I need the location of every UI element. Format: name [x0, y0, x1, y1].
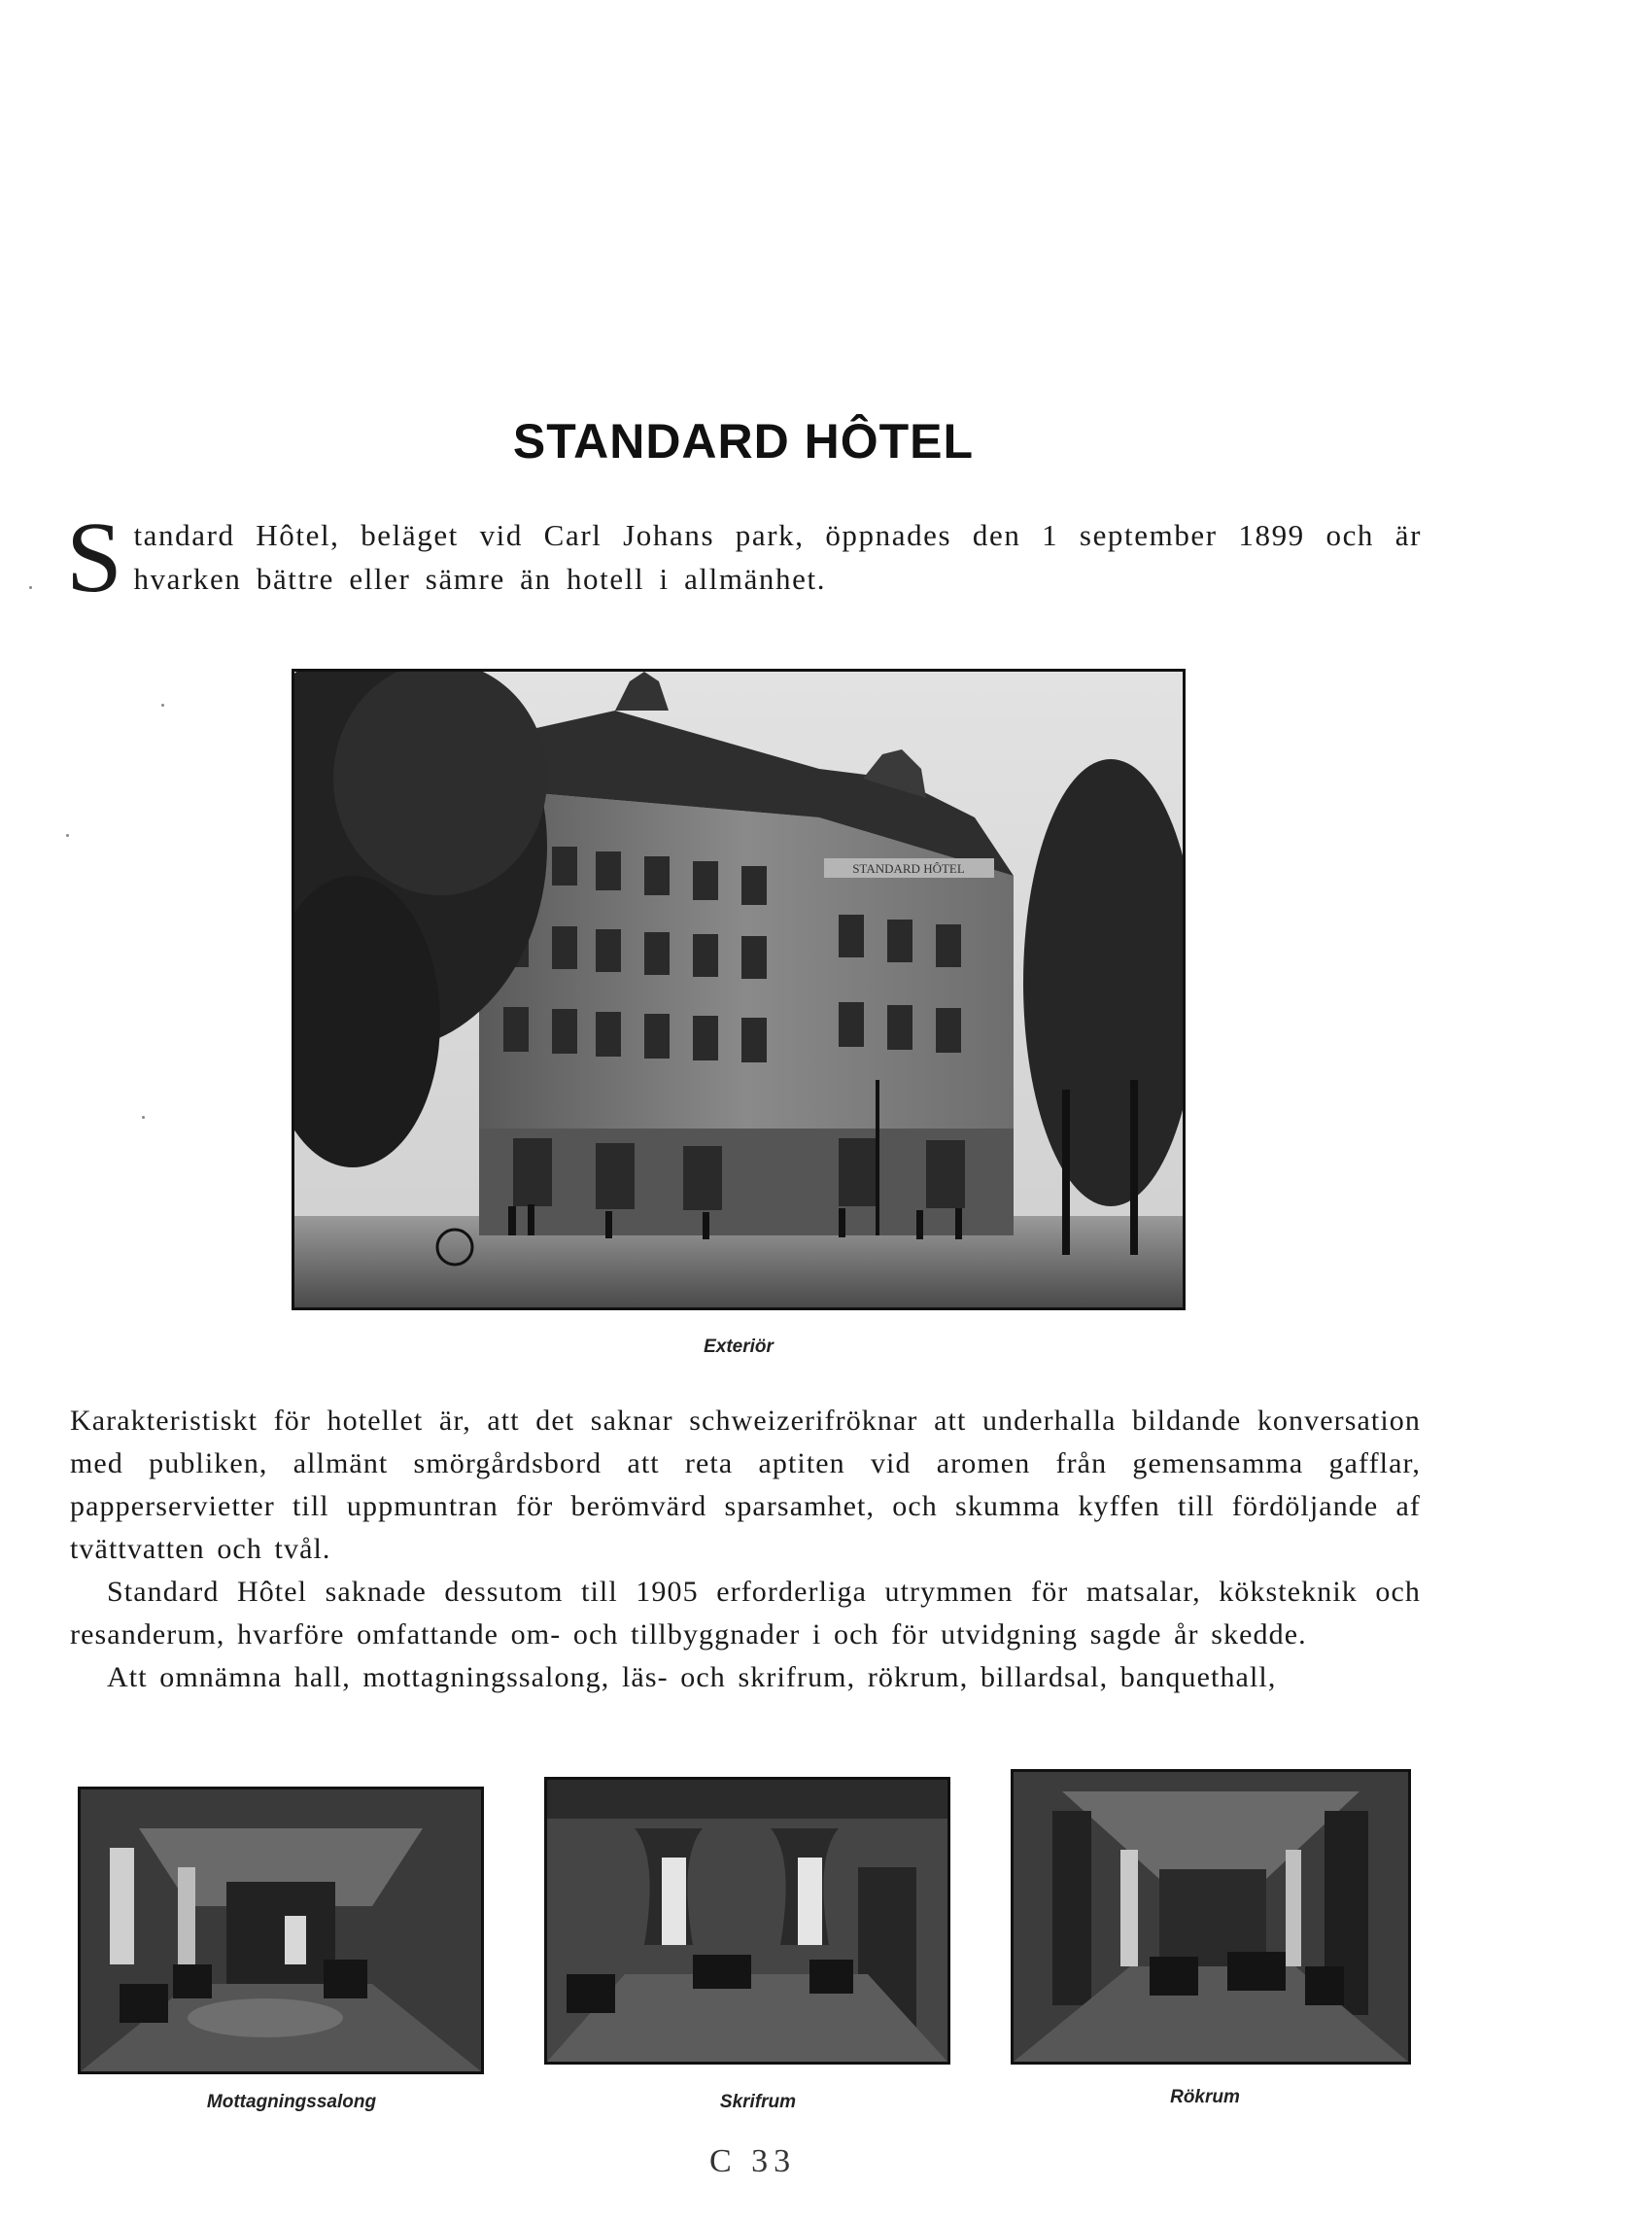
- rokrum-caption: Rökrum: [1170, 2087, 1240, 2107]
- print-speck: [29, 586, 32, 589]
- page-title: STANDARD HÔTEL: [512, 414, 975, 469]
- body-text: [70, 1400, 1421, 1699]
- mottagningssalong-photo: [78, 1787, 484, 2074]
- intro-paragraph: [66, 502, 1422, 613]
- print-speck: [66, 834, 69, 837]
- intro-text: tandard Hôtel, beläget vid Carl Johans park, öppnades den 1 september 1899 och är hvarken bättre eller sämre än hotell i allmänhet.: [133, 518, 1422, 596]
- exterior-photo: [292, 669, 1186, 1310]
- drop-cap: S: [66, 502, 124, 613]
- exterior-caption: Exteriör: [704, 1337, 774, 1357]
- print-speck: [161, 704, 164, 707]
- body-paragraph: Karakteristiskt för hotellet är, att det saknar schweizerifröknar att underhalla bildande konversation med publiken, allmänt smörgårdsbord att reta aptiten vid aromen från gemensamma gafflar, papperservietter till uppmuntran för berömvärd sparsamhet, och skumma kyffen till fördöljande af tvättvatten och tvål.: [70, 1405, 1421, 1565]
- body-paragraph: Standard Hôtel saknade dessutom till 1905 erforderliga utrymmen för matsalar, köksteknik och resanderum, hvarföre omfattande om- och tillbyggnader i och för utvidgning sagde år skedde.: [70, 1576, 1421, 1650]
- print-speck: [142, 1116, 145, 1119]
- mottagningssalong-caption: Mottagningssalong: [206, 2092, 377, 2112]
- skrifrum-photo: [544, 1777, 950, 2065]
- skrifrum-caption: Skrifrum: [719, 2092, 797, 2112]
- page-number: C 33: [709, 2143, 797, 2179]
- hotel-sign-text: STANDARD HÔTEL: [852, 861, 965, 876]
- body-paragraph: Att omnämna hall, mottagningssalong, läs- och skrifrum, rökrum, billardsal, banquethall,: [107, 1661, 1277, 1693]
- rokrum-photo: [1011, 1769, 1411, 2065]
